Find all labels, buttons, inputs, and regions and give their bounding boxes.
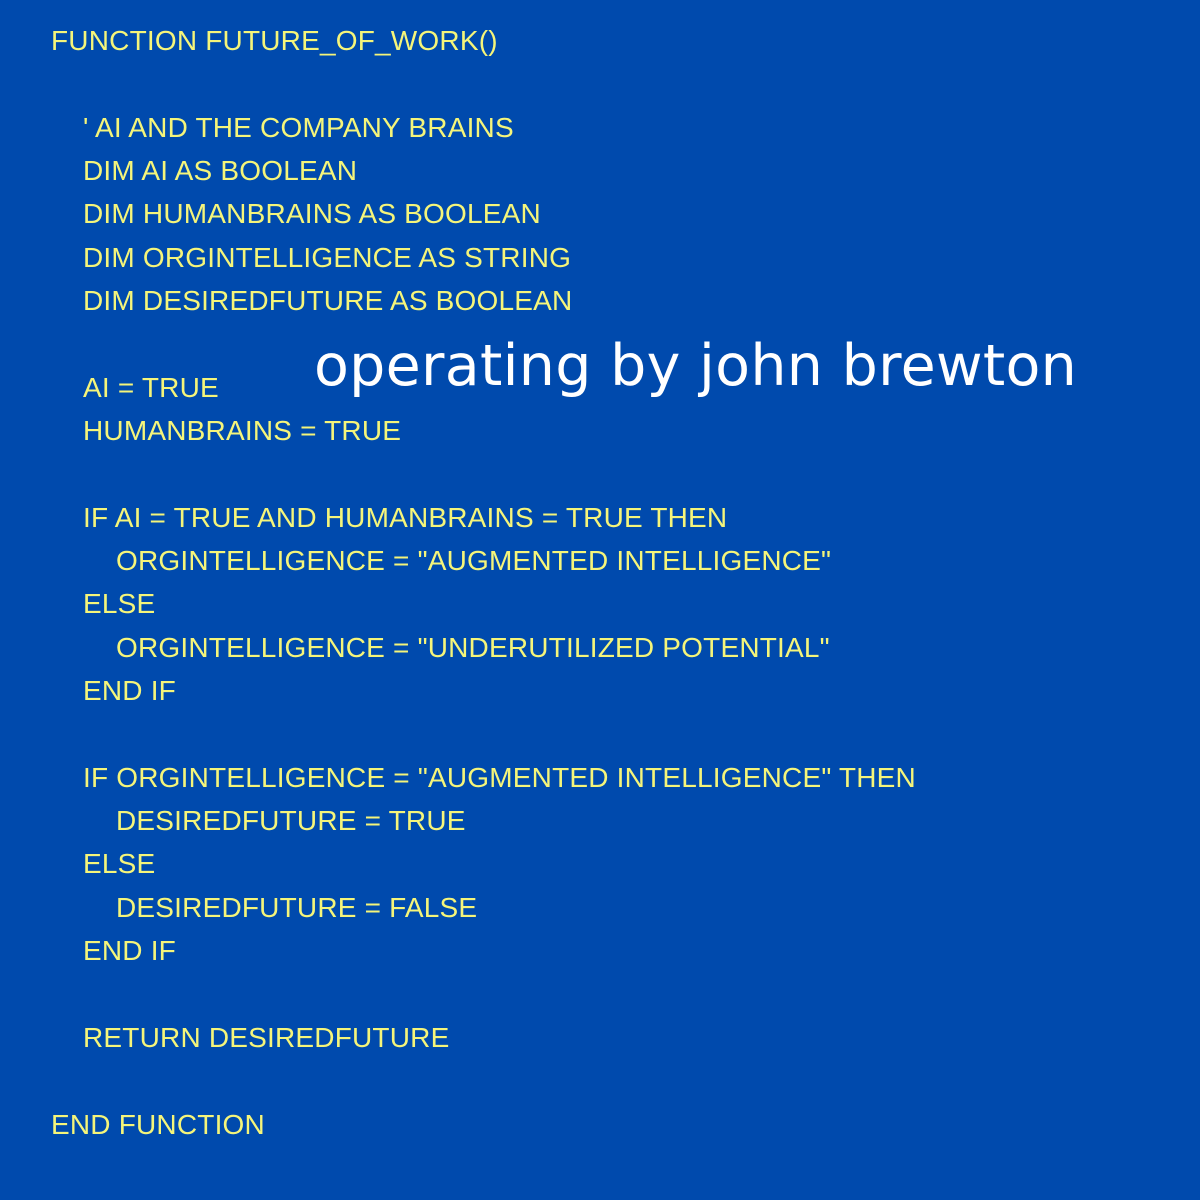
code-line-if-second: IF ORGINTELLIGENCE = "AUGMENTED INTELLIGENCE" THEN xyxy=(83,762,916,793)
code-line-dim-desiredfuture: DIM DESIREDFUTURE AS BOOLEAN xyxy=(83,285,573,316)
code-line-function-start: FUNCTION FUTURE_OF_WORK() xyxy=(51,25,498,56)
code-line-dim-humanbrains: DIM HUMANBRAINS AS BOOLEAN xyxy=(83,198,541,229)
code-line-return: RETURN DESIREDFUTURE xyxy=(83,1022,450,1053)
code-line-else-first: ELSE xyxy=(83,588,156,619)
code-line-dim-orgintelligence: DIM ORGINTELLIGENCE AS STRING xyxy=(83,242,572,273)
code-line-if-first: IF AI = TRUE AND HUMANBRAINS = TRUE THEN xyxy=(83,502,728,533)
code-line-orgintelligence-augmented: ORGINTELLIGENCE = "AUGMENTED INTELLIGENCE" xyxy=(116,545,832,576)
code-line-dim-ai: DIM AI AS BOOLEAN xyxy=(83,155,358,186)
code-line-function-end: END FUNCTION xyxy=(51,1109,265,1140)
code-line-comment: ' AI AND THE COMPANY BRAINS xyxy=(83,112,514,143)
code-line-desiredfuture-true: DESIREDFUTURE = TRUE xyxy=(116,805,466,836)
overlay-byline: operating by john brewton xyxy=(314,333,1078,399)
code-line-desiredfuture-false: DESIREDFUTURE = FALSE xyxy=(116,892,478,923)
code-line-assign-humanbrains: HUMANBRAINS = TRUE xyxy=(83,415,402,446)
code-line-orgintelligence-underutilized: ORGINTELLIGENCE = "UNDERUTILIZED POTENTIAL" xyxy=(116,632,830,663)
code-line-endif-second: END IF xyxy=(83,935,176,966)
code-line-else-second: ELSE xyxy=(83,848,156,879)
code-line-assign-ai: AI = TRUE xyxy=(83,372,219,403)
code-line-endif-first: END IF xyxy=(83,675,176,706)
